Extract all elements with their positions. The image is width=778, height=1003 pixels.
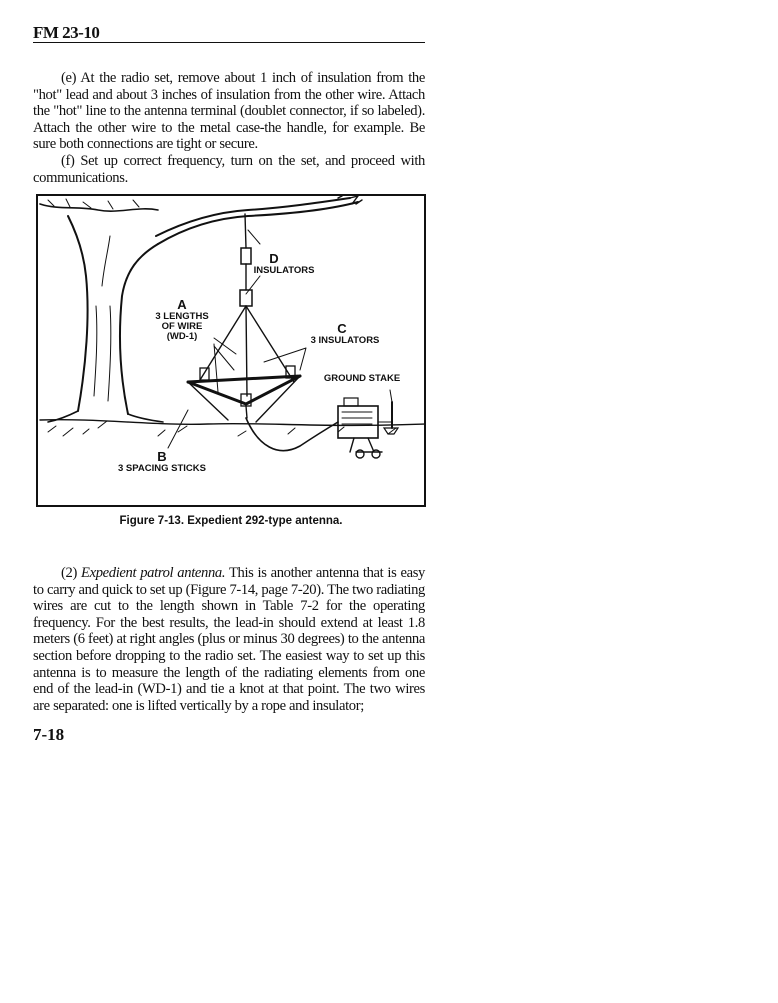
document-id: FM 23-10 [33,23,100,42]
label-a-line1: 3 LENGTHS [155,311,209,322]
label-ground-stake: GROUND STAKE [323,373,401,384]
label-d-letter: D [269,251,279,266]
label-a-line3: (WD-1) [166,331,198,342]
figure-caption: Figure 7-13. Expedient 292-type antenna. [119,515,343,527]
paragraph-e: (e) At the radio set, remove about 1 inch of insulation from the "hot" lead and about 3 inches of insulation from the other wire. Attach the "hot" line to the antenna terminal (doublet connector, if so labeled). Attach the other wire to the metal case-the handle, for example. Be sure both connections are tight or secure. [33,70,425,153]
label-c-letter: C [337,321,347,336]
label-a-letter: A [177,297,187,312]
label-a-line2: OF WIRE [161,321,203,332]
patrol-body: This is another antenna that is easy to carry and quick to set up (Figure 7-14, page 7-20). The two radiating wires are cut to the length shown in Table 7-2 for the operating frequency. For the best results, the lead-in should extend at least 1.8 meters (6 feet) at right angles (plus or minus 30 degrees) to the antenna section before dropping to the radio set. The easiest way to set up this antenna is to measure the length of the radiating elements from one end of the lead-in (WD-1) and tie a knot at that point. The two wires are separated: one is lifted vertically by a rope and insulator; [33,565,425,714]
paragraph-e-block [33,70,425,153]
antenna-illustration [38,196,426,507]
label-c-insulators: 3 INSULATORS [310,335,380,346]
antenna-figure [36,194,426,507]
label-b-spacing-sticks: 3 SPACING STICKS [118,463,206,474]
paragraph-f: (f) Set up correct frequency, turn on the set, and proceed with communications. [33,153,425,186]
page-header [33,22,425,43]
paragraph-patrol-block [33,565,425,714]
paragraph-f-block [33,153,425,186]
patrol-number: (2) [61,565,81,581]
label-d-insulators: INSULATORS [253,265,315,276]
paragraph-patrol [33,565,425,714]
page-number: 7-18 [33,725,65,744]
label-b-letter: B [157,449,167,464]
patrol-title: Expedient patrol antenna. [81,565,226,581]
